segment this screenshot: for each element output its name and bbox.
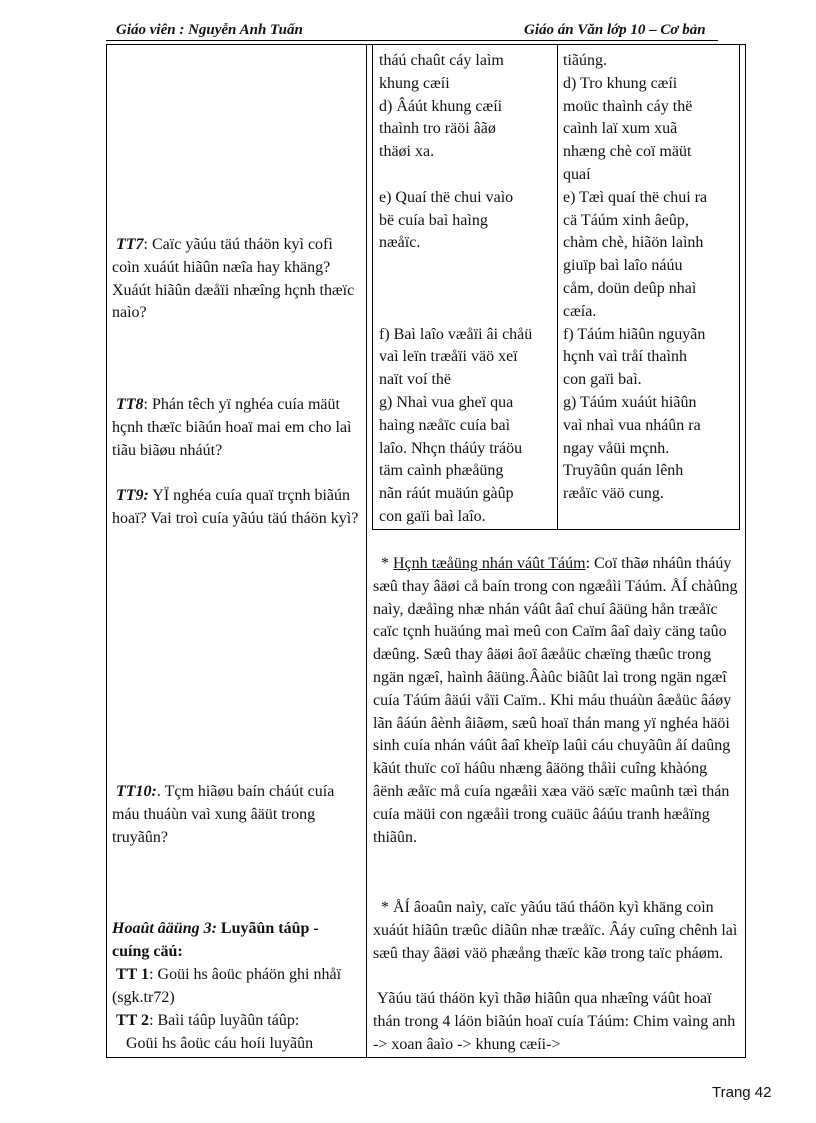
mid-line: d) Âáút khung cæíi [379,97,503,115]
mid-line: täm caình phæåüng [379,462,504,480]
task-tt2 [112,1010,360,1033]
rgt-line: ræåïc väö cung. [563,485,664,503]
rgt-line: f) Táúm hiãûn nguyãn [563,325,706,343]
table-mid-column [379,50,554,529]
activity-3-text: Luyãûn táûp - cuíng cäú: [112,920,319,960]
tt8-text: : Phán têch yï nghéa cuía mäüt hçnh thæïc biãún hoaï mai em cho laì tiãu biãøu nháút? [112,396,352,459]
mid-line: khung cæíi [379,74,450,92]
rgt-line: con gaïi baì. [563,371,642,389]
tt7-text: : Caïc yãúu täú tháön kyì cofì coìn xuáút hiãûn næîa hay khäng? Xuáút hiãûn dæåïi nhæîng hçnh thæïc naìo? [112,236,355,322]
tt2-text: : Baìi táûp luyãûn táûp: [149,1012,300,1029]
mid-line [379,255,554,278]
activity-3-label: Hoaût âäüng 3: [112,920,217,937]
analysis-paragraph-1 [373,553,741,849]
rgt-line: ngay våüi mçnh. [563,439,670,457]
mid-line: næåïc. [379,234,421,252]
mid-line [379,164,554,187]
mid-line: e) Quaí thë chui vaìo [379,188,514,206]
inner-column-divider [557,44,558,530]
para1-title: Hçnh tæåüng nhán váût Táúm [393,555,586,572]
tt1-text: : Goüi hs âoüc pháön ghi nhåï (sgk.tr72) [112,966,342,1006]
tt2-label: TT 2 [116,1012,150,1029]
para1-star: * [381,555,393,572]
question-tt10 [112,781,360,849]
tt7-label: TT7 [116,236,144,253]
para1-text: : Coï thãø nháûn tháúy sæû thay âäøi cå baín trong con ngæåìi Táúm. ÅÍ chàûng naìy, dæåìng nhæ nhán váût âaî chuí âäüng hån træåïc caïc tçnh huäúng maì meû con Caïm âaî daìy cäng taûo dæûng. Sæû thay âäøi âoï âæåüc chæïng thæûc trong ngän ngæî, haình âäüng.Âàûc biãût laì trong ngän ngæî cuía Táúm âäúi våïi Caïm.. Khi máu thuáùn âæåüc âáøy lãn âáún âènh âiãøm, sæû hoaï thán mang yï nghéa häöi sinh cuía nhán váût âaî kheïp laûi cáu chuyãûn åí daûng kãút thuïc coï háûu nhæng âäöng thåìi cuîng khàóng âënh æåïc må cuía ngæåìi xæa väö sæïc maûnh tæì thán cuía mäüi con ngæåìi trong cuäüc âáúu tranh hæåïng thiãûn. [373,555,738,846]
activity-3 [112,918,360,964]
mid-line: tháú chaût cáy laìm [379,52,504,69]
tt10-text: . Tçm hiãøu baín cháút cuía máu thuáùn vaì xung âäüt trong truyãûn? [112,783,335,846]
mid-line: haìng næåïc cuía baì [379,416,511,434]
mid-line: bë cuía baì haìng [379,211,488,229]
rgt-line: e) Tæì quaí thë chui ra [563,188,708,206]
mid-line: thaình tro räöi âãø [379,120,496,138]
para2-text: * ÅÍ âoaûn naìy, caïc yãúu täú tháön kyì khäng coìn xuáút hiãûn træûc diãûn nhæ træåïc. Âáy cuîng chênh laì sæû thay âäøi väö phæång thæïc kãø trong taïc pháøm. [373,899,738,962]
mid-line: thäøi xa. [379,143,435,161]
rgt-line: cåm, doün deûp nhaì [563,279,697,297]
task-tt2-continued: Goüi hs âoüc cáu hoíi luyãûn [126,1035,314,1052]
question-tt7 [112,234,360,325]
tt9-label: TT9: [116,487,149,504]
header-subject: Giáo án Văn lớp 10 – Cơ bản [524,22,706,38]
main-column-divider [366,44,367,1058]
page-number: Trang 42 [712,1084,772,1101]
rgt-line: chàm chè, hiãön laình [563,234,704,252]
header-teacher: Giáo viên : Nguyễn Anh Tuấn [116,22,303,38]
mid-line: g) Nhaì vua gheï qua [379,393,514,411]
rgt-line: moüc thaình cáy thë [563,97,693,115]
mid-line [379,278,554,301]
rgt-line: cä Táúm xinh âeûp, [563,211,689,229]
mid-line: naït voí thë [379,371,451,389]
analysis-paragraph-2 [373,897,741,965]
rgt-line: vaì nhaì vua nháûn ra [563,416,701,434]
rgt-line: quaí [563,165,591,183]
rgt-line: cæía. [563,302,597,320]
tt10-label: TT10: [116,783,157,800]
rgt-line: Truyãûn quán lênh [563,462,684,480]
mid-line: laîo. Nhçn tháúy tráöu [379,439,523,457]
rgt-line: giuïp baì laîo náúu [563,257,683,275]
mid-line [379,301,554,324]
rgt-line: g) Táúm xuáút hiãûn [563,393,697,411]
header-rule [106,40,718,41]
question-tt9 [112,485,360,531]
mid-line: nãn ráút muäún gàûp [379,485,514,503]
question-tt8 [112,394,360,462]
table-right-column [563,50,738,506]
tt9-text: YÏ nghéa cuía quaï trçnh biãún hoaï? Vai troì cuía yãúu täú tháön kyì? [112,487,359,527]
task-tt1 [112,964,360,1010]
para3-text: Yãúu täú tháön kyì thãø hiãûn qua nhæîng váût hoaï thán trong 4 láön biãún hoaï cuía Táúm: Chim vaìng anh -> xoan âaìo -> khung cæíi-> [373,990,736,1053]
mid-line: con gaïi baì laîo. [379,507,486,525]
tt1-label: TT 1 [116,966,150,983]
rgt-line: tiãúng. [563,52,607,69]
rgt-line: nhæng chè coï mäüt [563,143,692,161]
analysis-paragraph-3 [373,988,741,1056]
rgt-line: hçnh vaì tråí thaình [563,348,687,366]
mid-line: f) Baì laîo væåïi âi chåü [379,325,533,343]
mid-line: vaì leïn træåïi väö xeï [379,348,518,366]
rgt-line: caình laï xum xuã [563,120,678,138]
rgt-line: d) Tro khung cæíi [563,74,678,92]
tt8-label: TT8 [116,396,144,413]
